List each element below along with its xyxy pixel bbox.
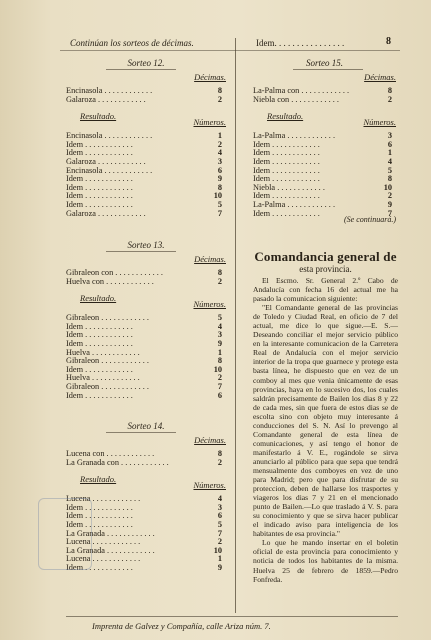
row-label: Galaroza . . . . . . . . . . . .	[66, 157, 146, 166]
row-number: 9	[217, 563, 222, 572]
decimas-header: Décimas.	[364, 72, 396, 82]
row-number: 3	[217, 330, 222, 340]
decimas-header: Décimas.	[194, 72, 226, 82]
sorteo-title: Sorteo 14.	[127, 421, 165, 431]
row-label: Gibraleon . . . . . . . . . . . .	[66, 356, 149, 366]
row-label: La-Palma . . . . . . . . . . . .	[253, 200, 336, 209]
row-number: 2	[217, 373, 222, 383]
row-label: Idem . . . . . . . . . . . .	[66, 502, 133, 512]
row-label: Lucena . . . . . . . . . . . .	[66, 554, 141, 564]
continuation-heading: Continúan los sorteos de décimas.	[70, 38, 194, 48]
row-number: 8	[217, 268, 222, 277]
row-label: Idem . . . . . . . . . . . .	[66, 174, 133, 184]
article-subtitle: esta provincia.	[299, 264, 352, 274]
row-number: 5	[217, 200, 222, 209]
library-stamp	[38, 498, 92, 570]
sorteo-title: Sorteo 13.	[127, 240, 165, 250]
numeros-header: Números.	[193, 480, 226, 491]
sorteo-title: Sorteo 15.	[306, 58, 343, 68]
row-number: 4	[217, 148, 222, 158]
numeros-header: Números.	[193, 299, 226, 310]
article-paragraph: "El Comandante general de las provincias de Toledo y Ciudad Real, en oficio de 7 del actual, me dice lo que sigue.—E. S.—Deseando conciliar el mejor servicio público en la interesante comunicacion de la Carretera Real de Andalucía con el mejor servicio interior de la tropa que guarnece y protege esta basta línea, he dispuesto que en vez de un comboy al mes que venia únicamente de esas provincias, haya en lo sucesivo dos, los cuales saldrán precisamente de Bailen los dias 8 y 22 de cada mes, sin que fuera de estos dias se de escolta sino con objeto muy interesante á conducciones del S. N. Así lo prevengo al Comandante general de esta línea de comunicaciones, y así tengo el honor de manifestarlo á V. E., rogándole se sirva anunciarlo al público para que sepa que tendrá mensualmente dos comboyes en vez de uno para Madrid; pero que para disfrutar de su proteccion, deben de hallarse los trasportes y viageros los dias 7 y 21 en el mencionado punto de Bailen.—Lo que traslado á V. S. para su conocimiento y que se sirva hacer publicar el indicado aviso para inteligencia de los habitantes de esa provincia."	[253, 303, 398, 539]
row-label: Encinasola . . . . . . . . . . . .	[66, 131, 153, 141]
sorteo-title: Sorteo 12.	[127, 58, 165, 68]
row-label: Idem . . . . . . . . . . . .	[66, 339, 133, 348]
row-label: Idem . . . . . . . . . . . .	[66, 200, 133, 209]
resultado-header: Resultado.	[80, 111, 117, 122]
row-label: Encinasola . . . . . . . . . . . .	[66, 86, 153, 95]
row-number: 2	[217, 457, 222, 467]
row-label: Gibraleon . . . . . . . . . . . .	[66, 382, 149, 391]
article-paragraph: El Escmo. Sr. General 2.º Cabo de Andalucía con fecha 16 del actual me ha pasado la comunicacion siguiente:	[253, 276, 398, 304]
row-label: Idem . . . . . . . . . . . .	[253, 174, 320, 184]
numeros-header: Números.	[363, 117, 396, 128]
header-rule	[60, 50, 400, 51]
section-rule	[293, 69, 363, 70]
section-rule	[106, 251, 176, 252]
row-number: 2	[387, 94, 392, 104]
row-number: 1	[217, 554, 222, 564]
row-number: 2	[217, 276, 222, 286]
column-divider	[235, 38, 236, 613]
row-label: Gibraleon . . . . . . . . . . . .	[66, 313, 149, 323]
row-number: 1	[387, 148, 392, 158]
row-number: 8	[387, 174, 392, 184]
row-label: Huelva con . . . . . . . . . . . .	[66, 276, 154, 286]
row-label: Idem . . . . . . . . . . . .	[66, 139, 133, 149]
row-number: 7	[217, 208, 222, 218]
row-number: 10	[213, 191, 222, 201]
row-number: 5	[217, 520, 222, 529]
row-number: 9	[217, 174, 222, 184]
row-label: Galaroza . . . . . . . . . . . .	[66, 94, 146, 104]
row-label: Idem . . . . . . . . . . . .	[66, 511, 133, 521]
row-number: 8	[217, 86, 222, 95]
article-paragraph: Lo que he mando insertar en el boletin oficial de esta provincia para conocimiento y noticia de todos los habitantes de la misma. Huelva 25 de febrero de 1859.—Pedro Fonfreda.	[253, 538, 398, 584]
resultado-header: Resultado.	[267, 111, 304, 122]
decimas-header: Décimas.	[194, 435, 226, 445]
row-number: 1	[217, 347, 222, 357]
right-top-number: 8	[386, 36, 391, 47]
right-top-row: Idem. . . . . . . . . . . . . . . . 8	[256, 36, 391, 48]
row-label: Idem . . . . . . . . . . . .	[66, 364, 133, 374]
row-number: 8	[217, 356, 222, 366]
row-label: Idem . . . . . . . . . . . .	[66, 191, 133, 201]
resultado-header: Resultado.	[80, 293, 117, 304]
row-number: 9	[387, 200, 392, 209]
row-label: Idem . . . . . . . . . . . .	[66, 390, 133, 400]
footer-rule	[66, 616, 398, 617]
row-number: 2	[217, 537, 222, 547]
row-label: Galaroza . . . . . . . . . . . .	[66, 208, 146, 218]
row-number: 2	[387, 191, 392, 201]
row-number: 5	[387, 165, 392, 175]
row-number: 5	[217, 313, 222, 323]
row-label: La-Palma . . . . . . . . . . . .	[253, 131, 336, 141]
row-number: 8	[217, 182, 222, 192]
row-number: 1	[217, 131, 222, 141]
row-label: Idem . . . . . . . . . . . .	[66, 321, 133, 331]
row-number: 7	[217, 528, 222, 538]
decimas-header: Décimas.	[194, 254, 226, 264]
row-number: 3	[387, 131, 392, 141]
row-number: 2	[217, 94, 222, 104]
row-label: Idem . . . . . . . . . . . .	[66, 148, 133, 158]
row-label: La Granada con . . . . . . . . . . . .	[66, 457, 169, 467]
article-body	[253, 276, 398, 584]
row-number: 4	[217, 494, 222, 504]
row-number: 6	[387, 139, 392, 149]
row-label: La-Palma con . . . . . . . . . . . .	[253, 86, 350, 95]
resultado-header: Resultado.	[80, 474, 117, 485]
row-label: Idem . . . . . . . . . . . .	[253, 165, 320, 175]
row-number: 10	[213, 364, 222, 374]
row-label: Huelva . . . . . . . . . . . .	[66, 347, 140, 357]
section-rule	[106, 432, 176, 433]
row-number: 7	[387, 208, 392, 218]
row-label: Niebla con . . . . . . . . . . . .	[253, 94, 339, 104]
row-number: 8	[217, 449, 222, 458]
row-number: 10	[383, 182, 392, 192]
article-title: Comandancia general de	[254, 249, 397, 264]
row-number: 6	[217, 165, 222, 175]
row-number: 3	[217, 502, 222, 512]
row-label: Encinasola . . . . . . . . . . . .	[66, 165, 153, 175]
row-label: Idem . . . . . . . . . . . .	[66, 330, 133, 340]
row-number: 4	[387, 157, 392, 166]
row-label: La Granada . . . . . . . . . . . .	[66, 528, 155, 538]
row-number: 6	[217, 511, 222, 521]
row-label: Idem . . . . . . . . . . . .	[66, 563, 133, 572]
row-label: Lucena . . . . . . . . . . . .	[66, 537, 141, 547]
row-label: Idem . . . . . . . . . . . .	[66, 520, 133, 529]
row-number: 8	[387, 86, 392, 95]
section-rule	[106, 69, 176, 70]
row-number: 6	[217, 390, 222, 400]
row-number: 9	[217, 339, 222, 348]
right-top-label: Idem	[256, 38, 275, 48]
row-number: 2	[217, 139, 222, 149]
row-label: Huelva . . . . . . . . . . . .	[66, 373, 140, 383]
continuation-note: (Se continuará.)	[344, 215, 396, 225]
row-label: La Granada . . . . . . . . . . . .	[66, 545, 155, 555]
row-label: Idem . . . . . . . . . . . .	[66, 182, 133, 192]
row-number: 3	[217, 157, 222, 166]
row-label: Idem . . . . . . . . . . . .	[253, 139, 320, 149]
row-label: Idem . . . . . . . . . . . .	[253, 157, 320, 166]
row-number: 7	[217, 382, 222, 391]
imprint-footer: Imprenta de Galvez y Compañía, calle Ariza núm. 7.	[92, 621, 271, 631]
row-number: 4	[217, 321, 222, 331]
row-label: Idem . . . . . . . . . . . .	[253, 208, 320, 218]
numeros-header: Números.	[193, 117, 226, 128]
row-label: Niebla . . . . . . . . . . . .	[253, 182, 325, 192]
row-number: 10	[213, 545, 222, 555]
row-label: Gibraleon con . . . . . . . . . . . .	[66, 268, 164, 277]
row-label: Idem . . . . . . . . . . . .	[253, 191, 320, 201]
row-label: Idem . . . . . . . . . . . .	[253, 148, 320, 158]
row-label: Lucena . . . . . . . . . . . .	[66, 494, 141, 504]
row-label: Lucena con . . . . . . . . . . . .	[66, 449, 155, 458]
